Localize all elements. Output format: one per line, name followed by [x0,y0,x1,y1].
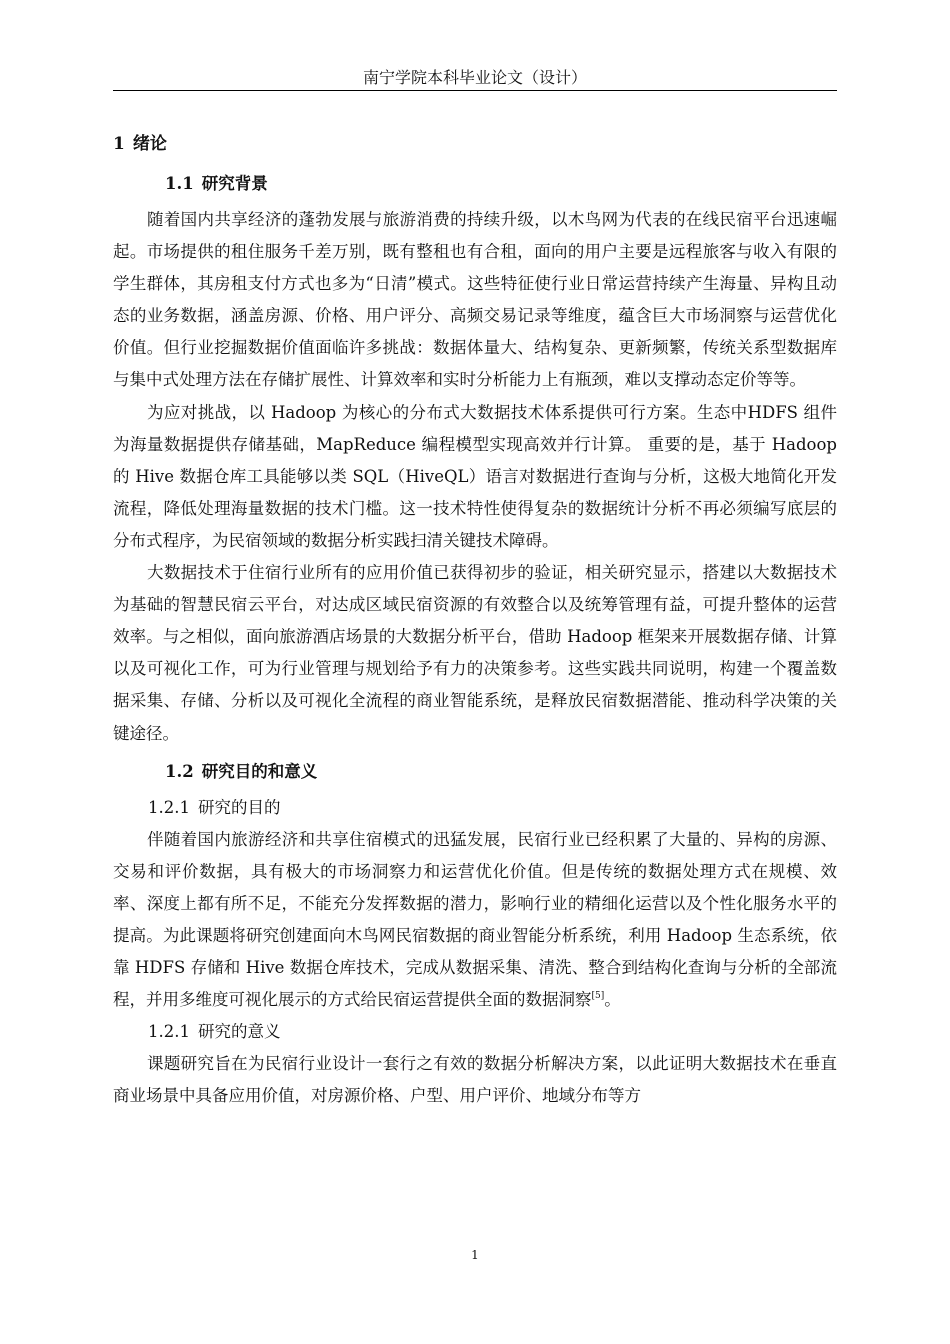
subsection-title: 研究的意义 [197,1022,281,1042]
subsection-title: 研究的目的 [197,797,281,817]
paragraph: 大数据技术于住宿行业所有的应用价值已获得初步的验证，相关研究显示，搭建以大数据技术为基础的智慧民宿云平台，对达成区域民宿资源的有效整合以及统筹管理有益，可提升整体的运营效率。与之相似，面向旅游酒店场景的大数据分析平台，借助 Hadoop 框架来开展数据存储、计算以及可视化工作，可为行业管理与规划给予有力的决策参考。这些实践共同说明，构建一个覆盖数据采集、存储、分析以及可视化全流程的商业智能系统，是释放民宿数据潜能、推动科学决策的关键途径。 [113,563,837,743]
section-heading-1-1 [113,168,837,200]
citation-marker: [5] [591,991,605,1002]
section-number: 1.2 [165,761,194,781]
section-number: 1.1 [165,174,194,193]
paragraph: 课题研究旨在为民宿行业设计一套行之有效的数据分析解决方案，以此证明大数据技术在垂直商业场景中具备应用价值，对房源价格、户型、用户评价、地域分布等方 [113,1054,837,1106]
page-number: 1 [471,1248,479,1262]
paragraph-text: 伴随着国内旅游经济和共享住宿模式的迅猛发展，民宿行业已经积累了大量的、异构的房源、交易和评价数据，具有极大的市场洞察力和运营优化价值。但是传统的数据处理方式在规模、效率、深度上都有所不足，不能充分发挥数据的潜力，影响行业的精细化运营以及个性化服务水平的提高。为此课题将研究创建面向木鸟网民宿数据的商业智能分析系统，利用 Hadoop 生态系统，依靠 HDFS 存储和 Hive 数据仓库技术，完成从数据采集、清洗、整合到结构化查询与分析的全部流程，并用多维度可视化展示的方式给民宿运营提供全面的数据洞察 [113,829,837,1010]
running-header [113,66,837,91]
running-header-title: 南宁学院本科毕业论文（设计） [362,68,587,87]
chapter-heading [113,128,837,160]
chapter-number: 1 [113,134,125,154]
paragraph [113,824,837,1017]
chapter-title: 绪论 [132,134,167,154]
subsection-number: 1.2.1 [148,797,190,817]
section-title: 研究目的和意义 [201,761,318,781]
subsection-heading-significance [113,1016,837,1048]
subsection-heading-purpose [113,792,837,824]
paragraph: 为应对挑战，以 Hadoop 为核心的分布式大数据技术体系提供可行方案。生态中HDFS 组件为海量数据提供存储基础，MapReduce 编程模型实现高效并行计算。 重要的是，基于 Hadoop 的 Hive 数据仓库工具能够以类 SQL（HiveQL）语言对数据进行查询与分析，这极大地简化开发流程，降低处理海量数据的技术门槛。这一技术特性使得复杂的数据统计分析不再必须编写底层的分布式程序，为民宿领域的数据分析实践扫清关键技术障碍。 [113,402,837,550]
page-body [113,128,837,1112]
subsection-number: 1.2.1 [148,1022,190,1042]
section-title: 研究背景 [201,174,268,193]
paragraph: 随着国内共享经济的蓬勃发展与旅游消费的持续升级，以木鸟网为代表的在线民宿平台迅速崛起。市场提供的租住服务千差万别，既有整租也有合租，面向的用户主要是远程旅客与收入有限的学生群体，其房租支付方式也多为“日清”模式。这些特征使行业日常运营持续产生海量、异构且动态的业务数据，涵盖房源、价格、用户评分、高频交易记录等维度，蕴含巨大市场洞察与运营优化价值。但行业挖掘数据价值面临许多挑战：数据体量大、结构复杂、更新频繁，传统关系型数据库与集中式处理方法在存储扩展性、计算效率和实时分析能力上有瓶颈，难以支撑动态定价等等。 [113,210,837,390]
section-heading-1-2 [113,756,837,788]
paragraph-end: 。 [604,990,621,1010]
